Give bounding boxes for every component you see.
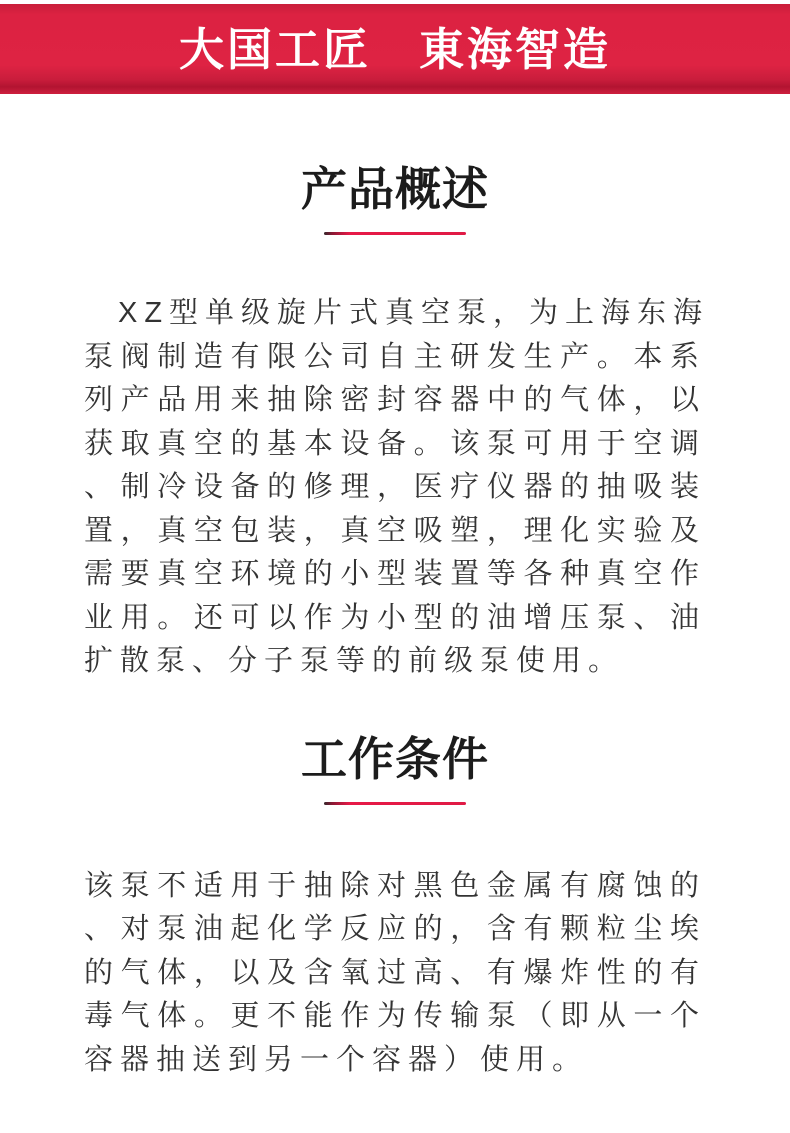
title-underline [324, 232, 466, 235]
paragraph-product-overview [84, 292, 710, 684]
paragraph-line: 、对泵油起化学反应的，含有颗粒尘埃 [84, 913, 706, 945]
paragraph-line: 需要真空环境的小型装置等各种真空作 [84, 558, 706, 590]
paragraph-line: XZ型单级旋片式真空泵，为上海东海 [118, 297, 710, 329]
section-title-product-overview: 产品概述 [301, 163, 489, 215]
brand-banner-title: 大国工匠 東海智造 [178, 23, 611, 75]
paragraph-working-conditions [84, 865, 706, 1083]
title-underline [324, 802, 466, 805]
paragraph-line: 列产品用来抽除密封容器中的气体，以 [84, 384, 706, 416]
paragraph-line: 业用。还可以作为小型的油增压泵、油 [84, 601, 706, 634]
paragraph-line: 的气体，以及含氧过高、有爆炸性的有 [84, 956, 706, 989]
paragraph-line: 毒气体。更不能作为传输泵（即从一个 [84, 1000, 706, 1032]
section-title-working-conditions: 工作条件 [301, 732, 489, 785]
paragraph-line: 扩散泵、分子泵等的前级泵使用。 [84, 645, 625, 677]
paragraph-line: 、制冷设备的修理，医疗仪器的抽吸装 [84, 471, 706, 503]
paragraph-line: 泵阀制造有限公司自主研发生产。本系 [84, 340, 706, 373]
paragraph-line: 容器抽送到另一个容器）使用。 [84, 1043, 589, 1076]
brand-banner [0, 4, 790, 94]
paragraph-line: 该泵不适用于抽除对黑色金属有腐蚀的 [84, 869, 706, 902]
paragraph-line: 获取真空的基本设备。该泵可用于空调 [84, 427, 706, 460]
paragraph-line: 置，真空包装，真空吸塑，理化实验及 [84, 514, 706, 547]
